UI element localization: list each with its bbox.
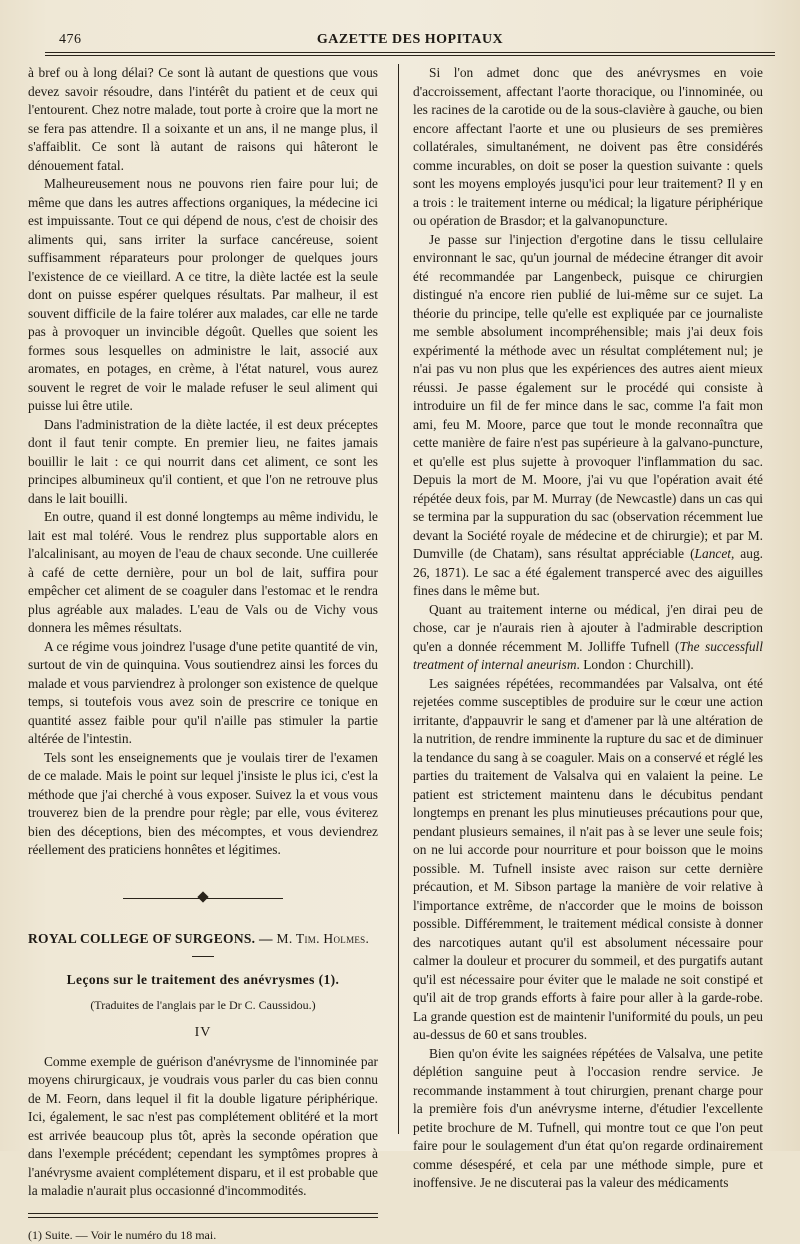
citation: Lancet: [695, 546, 731, 561]
section-separator-ornament: [28, 894, 378, 904]
paragraph: Les saignées répétées, recommandées par Valsalva, ont été rejetées comme susceptibles de produire sur le cœur une action irritante, d'appauvrir le sang et d'amener par là une altération de la nutrition, de rendre imminente la rupture du sac et de diminuer la tendance du sang à se coaguler. Mais on a conservé et réglé les parties du traitement de Valsalva qui en valaient la peine. Le patient est strictement maintenu dans le décubitus pendant longtemps en prenant les plus minutieuses précautions pour que, pendant plusieurs semaines, il n'ait pas à se lever une seule fois; on ne lui accorde pour nourriture et pour boisson que le moins possible. M. Tufnell insiste avec raison sur cette dernière précaution, et M. Sibson partage la manière de voir relative à l'importance extrême, de n'accorder que le moins de boisson possible. Différemment, le traitement médical consiste à donner des narcotiques autant qu'il est absolument nécessaire pour calmer la douleur et procurer du sommeil, et des purgatifs autant qu'il est nécessaire pour éviter que le malade ne soit constipé et qu'il ait de trop grands efforts à faire pour aller à la garde-robe. La grande question est de maintenir l'uniformité du pouls, un peu au-dessus de 60 et sans troubles.: [413, 675, 763, 1045]
paragraph: A ce régime vous joindrez l'usage d'une petite quantité de vin, surtout de vin de quinquina. Vous soutiendrez ainsi les forces du malade et vous parviendrez à prolonger son existence de quelque temps, si toutefois vous avez soin de prescrire ce tonique en quantité assez faible pour qu'il n'aille pas stimuler la partie altérée de l'intestin.: [28, 638, 378, 749]
column-divider: [398, 64, 399, 1134]
paragraph: Malheureusement nous ne pouvons rien faire pour lui; de même que dans les autres affections organiques, la médecine ici est impuissante. Tout ce qui dépend de nous, c'est de choisir des aliments qui, sans irriter la surface cancéreuse, soient suffisamment réparateurs pour prolonger de quelques jours l'existence de ce vieillard. A ce titre, la diète lactée est la seule dont on puisse espérer quelques résultats. Par malheur, il est souvent difficile de la faire tolérer aux malades, car elle ne tarde pas à provoquer un invincible dégoût. Quelles que soient les formes sous lesquelles on administre le lait, associé aux aromates, en potages, en crème, à l'état naturel, vous aurez souvent le regret de voir le malade refuser le seul aliment qui puisse lui être utile.: [28, 175, 378, 416]
right-column: [413, 64, 763, 1193]
footnote: (1) Suite. — Voir le numéro du 18 mai.: [28, 1226, 378, 1244]
section-heading-institution: ROYAL COLLEGE OF SURGEONS. —: [28, 931, 277, 946]
lecture-part-number: IV: [28, 1024, 378, 1043]
paragraph-text: Quant au traitement interne ou médical, j'en dirai peu de chose, car je n'aurais rien à ajouter à l'admirable description qu'en a donnée récemment M. Jolliffe Tufnell (: [413, 602, 763, 654]
paragraph: En outre, quand il est donné longtemps au même individu, le lait est mal toléré. Vous le rendrez plus supportable alors en l'alcalinisant, au moyen de l'eau de chaux seconde. Une cuillerée à café de cette dernière, pour un bol de lait, suffira pour empêcher cet aliment de se coaguler dans l'estomac et le rendra plus agréable aux malades. L'eau de Vals ou de Vichy vous donnera les mêmes résultats.: [28, 508, 378, 638]
page-number: 476: [59, 32, 82, 48]
diamond-ornament-icon: [197, 891, 208, 902]
short-rule: [192, 956, 214, 957]
paragraph-text: , aug. 26, 1871). Le sac a été également transpercé avec des aiguilles fines dans le même but.: [413, 546, 763, 598]
paragraph: Si l'on admet donc que des anévrysmes en voie d'accroissement, affectant l'aorte thoracique, ou l'innominée, ou les racines de la carotide ou de la sous-clavière à gauche, ou bien encore affectant l'aorte et une ou plusieurs de ses premières collatérales, simultanément, ne doivent pas être considérés comme incurables, on doit se poser la question suivante : quels sont les moyens employés jusqu'ici pour leur traitement? Il y en a trois : le traitement interne ou médical; la ligature périphérique ou opération de Brasdor; et la galvanopuncture.: [413, 64, 763, 231]
footnote-rule: [28, 1213, 378, 1214]
paragraph-text: . London : Churchill).: [577, 657, 694, 672]
section-heading: [28, 930, 378, 949]
page-header: [45, 22, 775, 52]
lecture-title: Leçons sur le traitement des anévrysmes (1).: [28, 971, 378, 990]
paragraph: Dans l'administration de la diète lactée, il est deux préceptes dont il faut tenir compte. En premier lieu, ne faites jamais bouillir le lait : ce qui nourrit dans cet aliment, ce sont les principes albumineux qu'il contient, et que l'on ne retrouve plus dans le lait bouilli.: [28, 416, 378, 509]
header-rule-double: [45, 55, 775, 56]
translator-credit: (Traduites de l'anglais par le Dr C. Caussidou.): [28, 996, 378, 1015]
paragraph: [413, 601, 763, 675]
footnote-rule-double: [28, 1217, 378, 1218]
paragraph-text: Je passe sur l'injection d'ergotine dans le tissu cellulaire environnant le sac, qu'un journal de médecine étranger dit avoir été recommandée par Langenbeck, puisque ce chirurgien distingué n'a encore rien publié de lui-même sur ce sujet. La théorie du principe, telle qu'elle est expliquée par ce journaliste me semble absolument incompréhensible; mais j'ai deux fois expérimenté la méthode avec un résultat complétement nul; je n'ai pas vu non plus que les expériences des autres aient mieux réussi. Je passe également sur le procédé qui consiste à introduire un fil de fer mince dans le sac, comme l'a fait mon ami, feu M. Moore, parce que tout le monde reconnaîtra que cette manière de faire n'est pas supérieure à la galvano-puncture, et qu'elle est plus sujette à provoquer l'inflammation du sac. Depuis la mort de M. Moore, j'ai vu que l'opération avait été répétée deux fois, par M. Murray (de Newcastle) dans un cas qui se termina par la suppuration du sac (observation récemment lue devant la Société royale de médecine et de chirurgie); et par M. Dumville (de Chatam), sans résultat appréciable (: [413, 232, 763, 562]
running-title: GAZETTE DES HOPITAUX: [45, 32, 775, 48]
paragraph: Bien qu'on évite les saignées répétées de Valsalva, une petite déplétion sanguine peut à l'occasion rendre service. Je recommande instamment à tout chirurgien, prenant charge pour la première fois d'un anévrysme interne, d'étudier l'excellente petite brochure de M. Tufnell, qui montre tout ce que l'on peut faire pour le soulagement d'un état qu'on regarde ordinairement comme désespéré, et cela par une méthode simple, pure et inoffensive. Je ne discuterai pas la valeur des médicaments: [413, 1045, 763, 1193]
section-heading-author: M. Tim. Holmes.: [277, 931, 370, 946]
paragraph: Tels sont les enseignements que je voulais tirer de l'examen de ce malade. Mais le point sur lequel j'insiste le plus ici, c'est la méthode que j'ai cherché à vous exposer. Suivez la et vous vous trouverez bien de la prendre pour règle; par elle, vous éviterez bien des déceptions, bien des mécomptes, et vous deviendrez réellement des praticiens honnêtes et légitimes.: [28, 749, 378, 860]
paragraph: Comme exemple de guérison d'anévrysme de l'innominée par moyens chirurgicaux, je voudrais vous parler du cas bien connu de M. Feorn, dans lequel il fit la double ligature périphérique. Ici, également, le sac n'est pas complétement oblitéré et la mort est arrivée beaucoup plus tôt, après la seconde opération que dans l'exemple précédent; cependant les symptômes propres à l'anévrysme avaient complétement disparu, et il est probable que la maladie n'aurait plus occasionné d'incommodités.: [28, 1053, 378, 1201]
citation: The successfull treatment of internal aneurism: [413, 639, 763, 673]
paragraph: à bref ou à long délai? Ce sont là autant de questions que vous devez savoir résoudre, dans l'intérêt du patient et de ceux qui l'entourent. Chez notre malade, tout porte à croire que la mort ne se fera pas attendre. Il a soixante et un ans, il ne mange plus, il s'affaiblit. Ce sont là autant de raisons qui hâteront le dénouement fatal.: [28, 64, 378, 175]
left-column: [28, 64, 378, 1244]
paragraph: [413, 231, 763, 601]
header-rule: [45, 52, 775, 53]
